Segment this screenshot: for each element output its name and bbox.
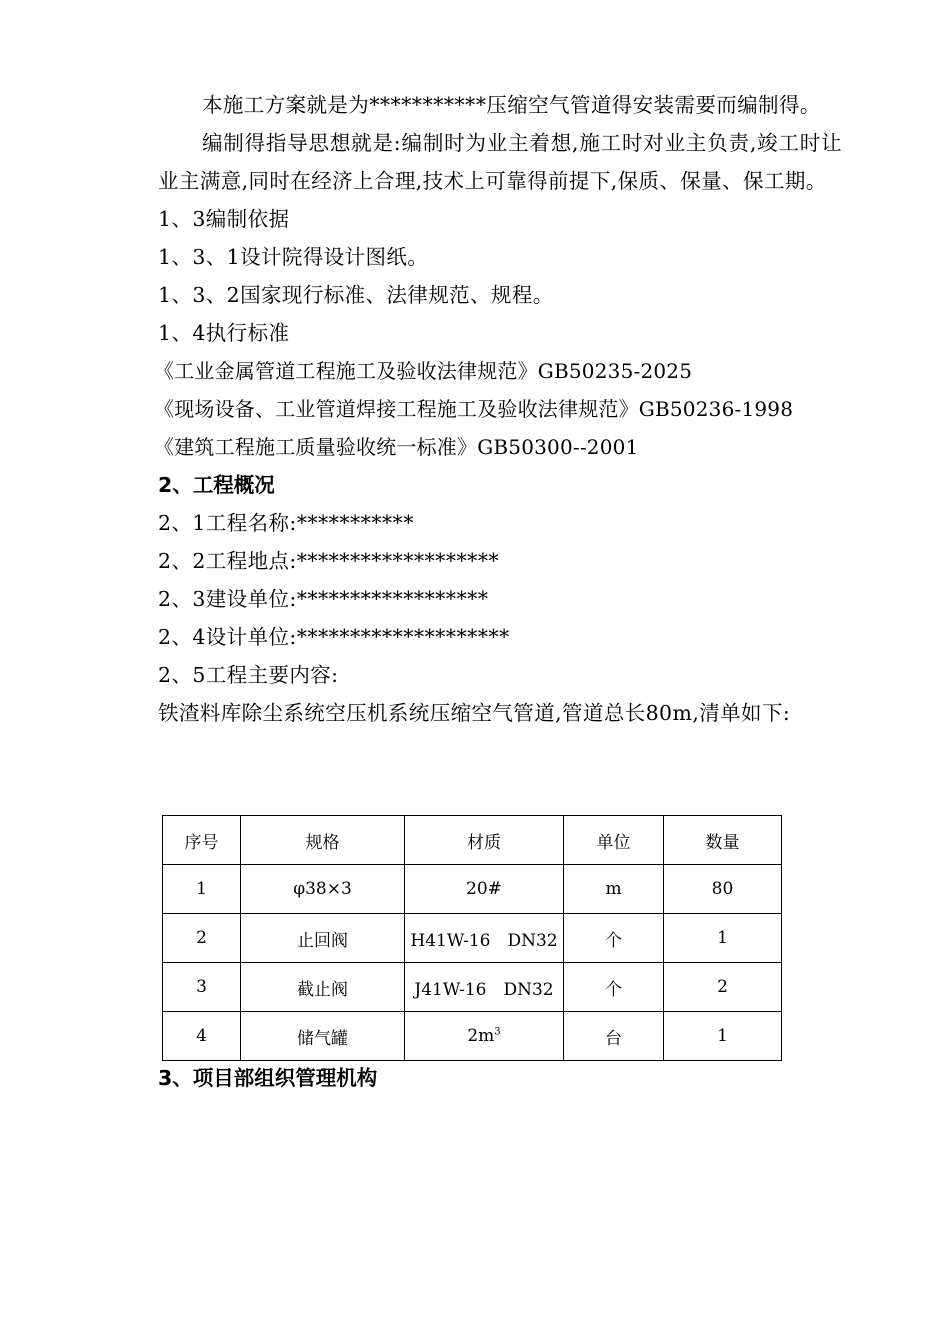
main-content-title: 2、5工程主要内容: (158, 663, 339, 687)
table-row (163, 865, 782, 914)
document-body (154, 86, 842, 732)
table-cell: 储气罐 (241, 1012, 405, 1061)
table-cell-material (405, 1012, 564, 1061)
table-cell: 2 (664, 963, 782, 1012)
table-cell: 1 (664, 1012, 782, 1061)
table-cell: 2 (163, 914, 241, 963)
materials-table (162, 815, 782, 1061)
column-header: 单位 (564, 816, 664, 865)
table-cell: 个 (564, 963, 664, 1012)
project-name: 2、1工程名称:*********** (158, 511, 414, 535)
basis-title: 1、3编制依据 (158, 207, 290, 231)
table-cell: 1 (664, 914, 782, 963)
main-content-description: 铁渣料库除尘系统空压机系统压缩空气管道,管道总长80m,清单如下: (158, 701, 791, 725)
table-header-row (163, 816, 782, 865)
table-row (163, 963, 782, 1012)
table-cell: 1 (163, 865, 241, 914)
table-cell: J41W-16 DN32 (405, 963, 564, 1012)
table-cell: 截止阀 (241, 963, 405, 1012)
table-cell: 3 (163, 963, 241, 1012)
standard-item: 《工业金属管道工程施工及验收法律规范》GB50235-2025 (154, 359, 693, 383)
basis-item-2: 1、3、2国家现行标准、法律规范、规程。 (158, 283, 554, 307)
overview-heading: 2、工程概况 (158, 473, 275, 497)
table-cell: 20# (405, 865, 564, 914)
intro-paragraph-1: 本施工方案就是为***********压缩空气管道得安装需要而编制得。 (202, 93, 821, 117)
table-row (163, 1012, 782, 1061)
project-location: 2、2工程地点:******************* (158, 549, 500, 573)
table-cell: m (564, 865, 664, 914)
table-cell: H41W-16 DN32 (405, 914, 564, 963)
table-cell: 4 (163, 1012, 241, 1061)
column-header: 数量 (664, 816, 782, 865)
table-cell: 80 (664, 865, 782, 914)
design-unit: 2、4设计单位:******************** (158, 625, 510, 649)
standards-title: 1、4执行标准 (158, 321, 290, 345)
basis-item-1: 1、3、1设计院得设计图纸。 (158, 245, 429, 269)
standard-item: 《现场设备、工业管道焊接工程施工及验收法律规范》GB50236-1998 (154, 397, 794, 421)
section-3-heading: 3、项目部组织管理机构 (158, 1066, 378, 1090)
column-header: 规格 (241, 816, 405, 865)
table-cell: φ38×3 (241, 865, 405, 914)
table-cell: 止回阀 (241, 914, 405, 963)
standard-item: 《建筑工程施工质量验收统一标准》GB50300--2001 (154, 435, 639, 459)
table-cell: 台 (564, 1012, 664, 1061)
superscript: 3 (494, 1026, 501, 1038)
column-header: 序号 (163, 816, 241, 865)
material-value: 2m (467, 1026, 495, 1046)
intro-paragraph-2: 编制得指导思想就是:编制时为业主着想,施工时对业主负责,竣工时让业主满意,同时在经济上合理,技术上可靠得前提下,保质、保量、保工期。 (158, 131, 842, 193)
table-cell: 个 (564, 914, 664, 963)
construction-unit: 2、3建设单位:****************** (158, 587, 489, 611)
table-row (163, 914, 782, 963)
column-header: 材质 (405, 816, 564, 865)
